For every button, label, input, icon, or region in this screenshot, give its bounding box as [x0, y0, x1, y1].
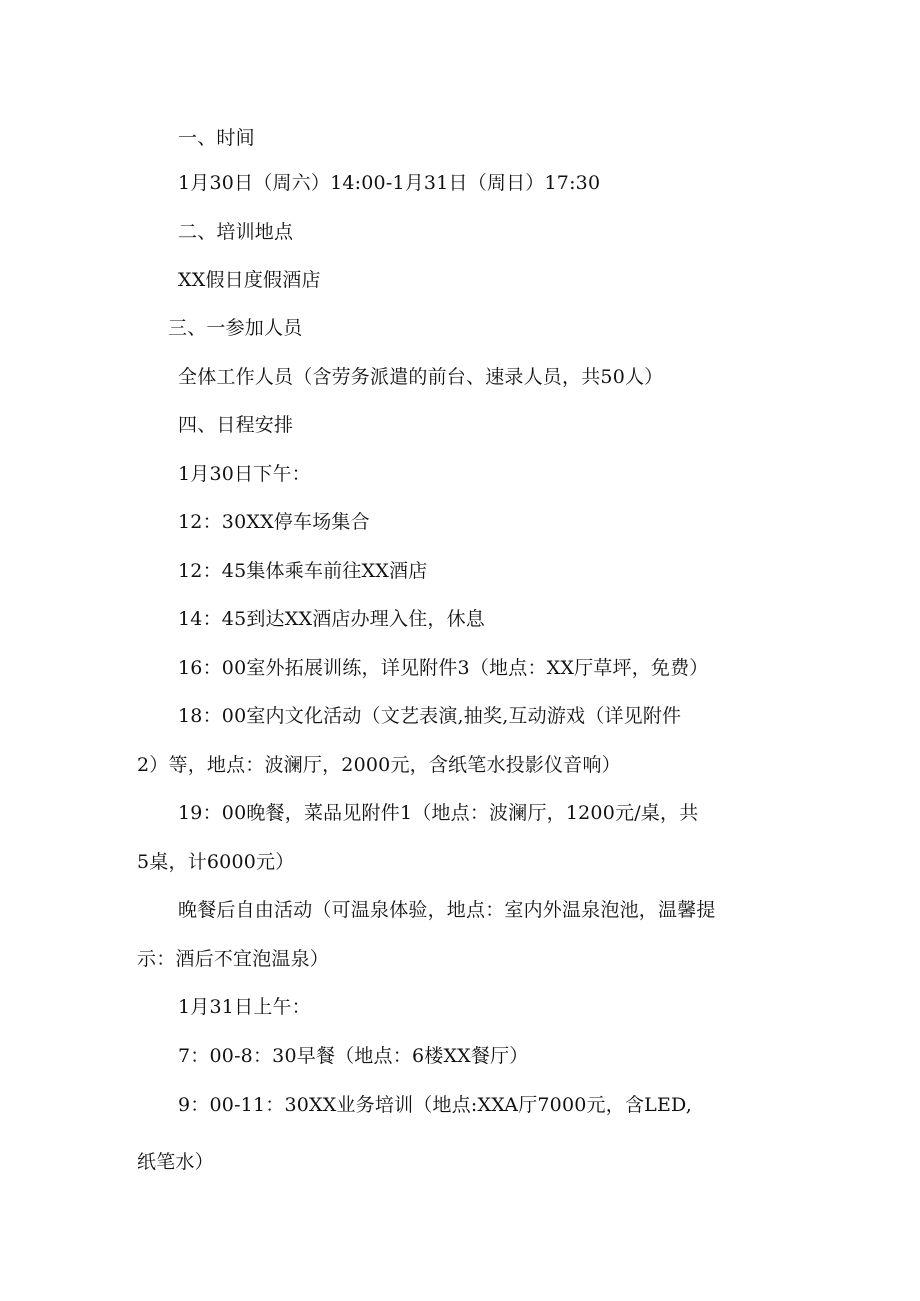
participants-value: 全体工作人员（含劳务派遣的前台、速录人员，共50人） [178, 366, 664, 388]
schedule-item-continued: 5桌，计6000元） [137, 851, 295, 873]
schedule-item: 18：00室内文化活动（文艺表演,抽奖,互动游戏（详见附件 [178, 705, 682, 727]
location-value: XX假日度假酒店 [178, 269, 321, 291]
schedule-item-continued: 2）等，地点：波澜厅，2000元，含纸笔水投影仪音响） [137, 754, 621, 776]
schedule-day1-afternoon: 1月30日下午： [178, 463, 311, 485]
heading-location: 二、培训地点 [178, 221, 294, 243]
schedule-item-continued: 示：酒后不宜泡温泉） [137, 948, 330, 970]
heading-participants: 三、一参加人员 [168, 317, 303, 339]
schedule-item: 16：00室外拓展训练，详见附件3（地点：XX厅草坪，免费） [178, 657, 709, 679]
schedule-item: 9：00-11：30XX业务培训（地点:XXA厅7000元，含LED, [178, 1094, 693, 1116]
schedule-item: 晚餐后自由活动（可温泉体验，地点：室内外温泉泡池，温馨提 [178, 899, 716, 921]
schedule-item: 14：45到达XX酒店办理入住，休息 [178, 608, 486, 630]
schedule-item: 12：30XX停车场集合 [178, 511, 370, 533]
heading-time: 一、时间 [178, 127, 255, 149]
schedule-day2-morning: 1月31日上午： [178, 996, 311, 1018]
heading-schedule: 四、日程安排 [178, 414, 294, 436]
schedule-item: 19：00晚餐，菜品见附件1（地点：波澜厅，1200元/桌，共 [178, 802, 699, 824]
schedule-item: 12：45集体乘车前往XX酒店 [178, 560, 428, 582]
schedule-item: 7：00-8：30早餐（地点：6楼XX餐厅） [178, 1045, 529, 1067]
time-value: 1月30日（周六）14:00-1月31日（周日）17:30 [178, 172, 601, 194]
schedule-item-continued: 纸笔水） [137, 1151, 214, 1173]
